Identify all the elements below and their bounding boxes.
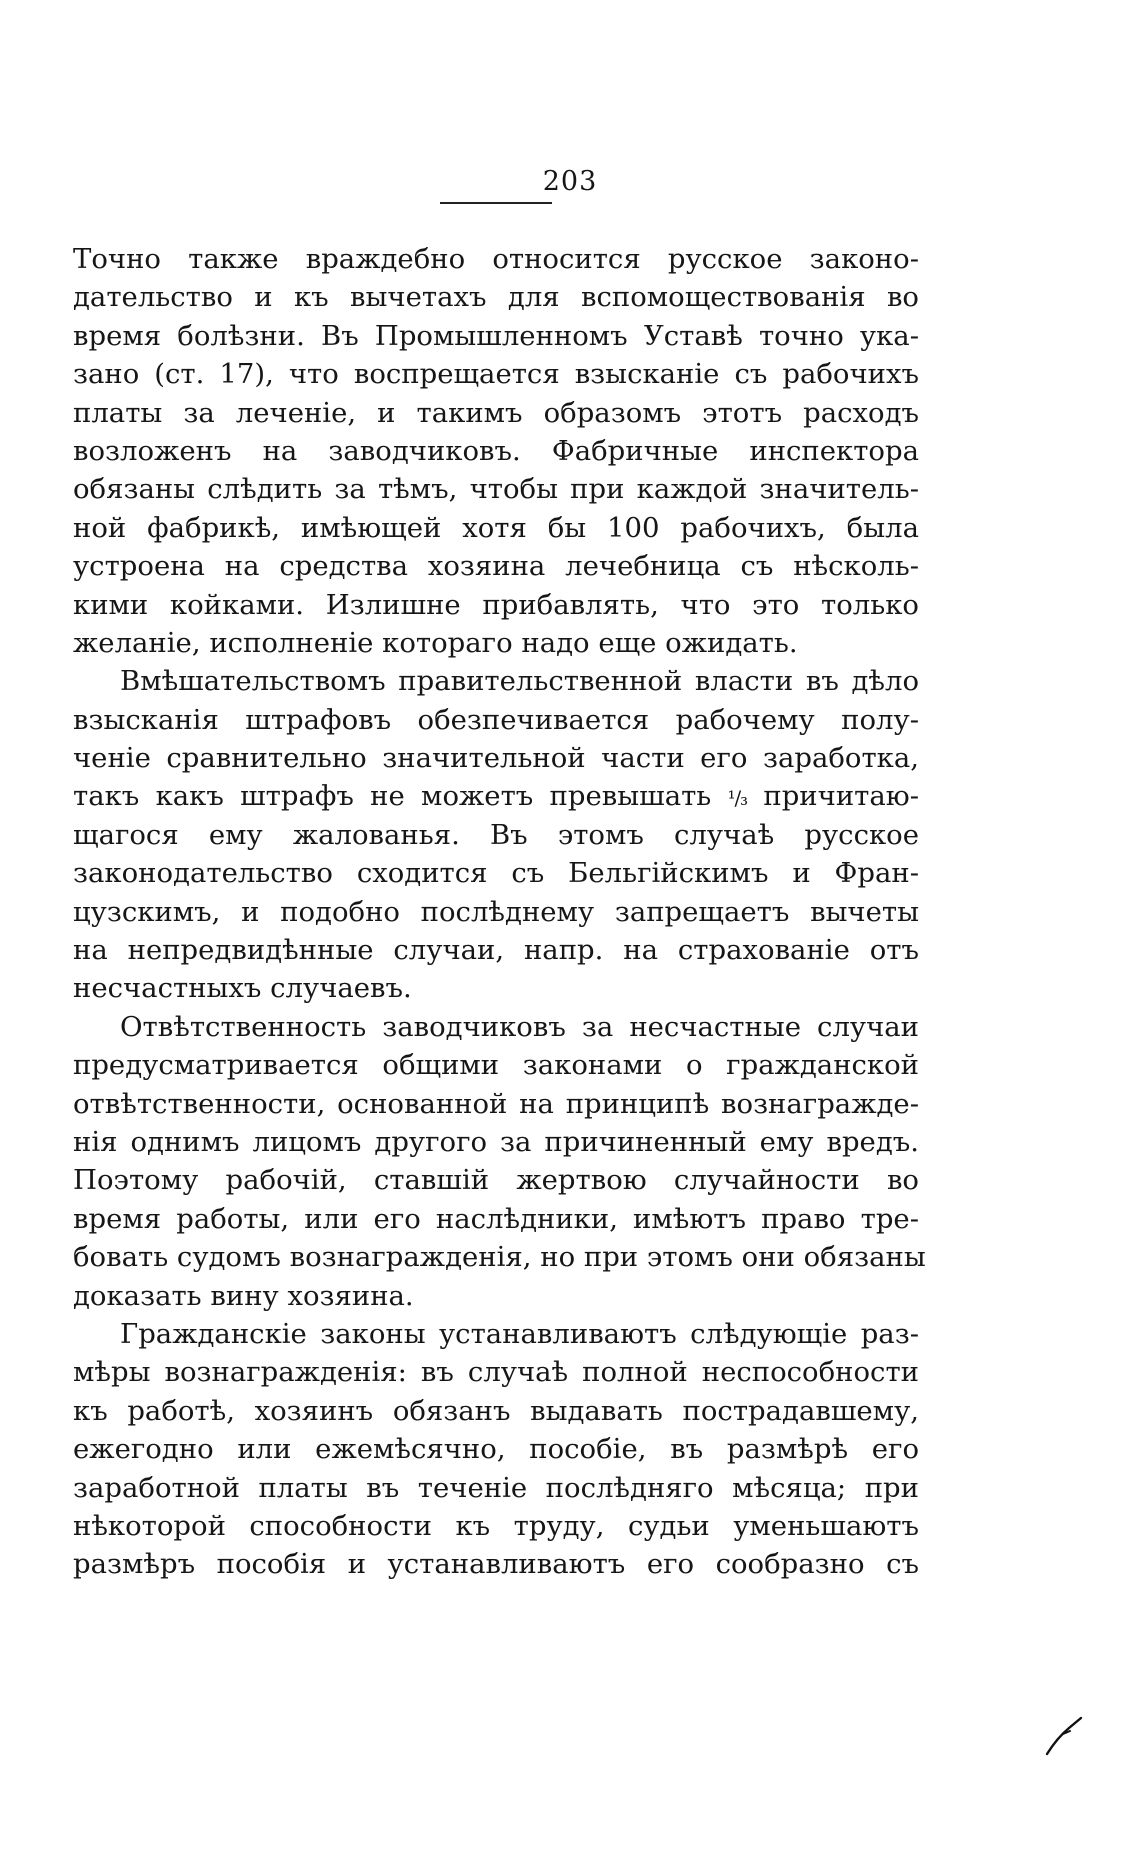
text-line: цузскимъ, и подобно послѣднему запрещаетъ вычеты xyxy=(73,895,919,928)
text-line: Отвѣтственность заводчиковъ за несчастные случаи xyxy=(120,1010,919,1043)
text-line: ченіе сравнительно значительной части его заработка, xyxy=(73,742,919,775)
text-line: нѣкоторой способности къ труду, судьи уменьшаютъ xyxy=(73,1509,919,1542)
text-line: Вмѣшательствомъ правительственной власти въ дѣло xyxy=(120,665,919,698)
text-line: ежегодно или ежемѣсячно, пособіе, въ размѣрѣ его xyxy=(73,1433,919,1466)
text-fragment: причитаю- xyxy=(763,780,919,813)
fraction-one-third: ¹/₃ xyxy=(727,787,748,811)
text-line: размѣръ пособія и устанавливаютъ его сообразно съ xyxy=(73,1548,919,1581)
page-number: 203 xyxy=(542,166,598,197)
text-fragment: такъ какъ штрафъ не можетъ превышать xyxy=(73,780,712,813)
text-line: законодательство сходится съ Бельгійскимъ и Фран- xyxy=(73,857,919,890)
pen-mark-icon xyxy=(1043,1714,1085,1758)
text-line: къ работѣ, хозяинъ обязанъ выдавать пострадавшему, xyxy=(73,1394,919,1427)
text-line: доказать вину хозяина. xyxy=(73,1279,414,1312)
body-text xyxy=(73,240,926,1584)
text-line: дательство и къ вычетахъ для вспомоществованія во xyxy=(73,281,919,314)
text-line: возложенъ на заводчиковъ. Фабричные инспектора xyxy=(73,434,919,467)
text-line: заработной платы въ теченіе послѣдняго мѣсяца; при xyxy=(73,1471,919,1504)
text-line-with-fraction xyxy=(73,777,919,815)
text-line: взысканія штрафовъ обезпечивается рабочему полу- xyxy=(73,703,919,736)
text-line: Гражданскіе законы устанавливаютъ слѣдующіе раз- xyxy=(120,1317,919,1350)
text-line: кими койками. Излишне прибавлять, что это только xyxy=(73,588,919,621)
text-line: щагося ему жалованья. Въ этомъ случаѣ русское xyxy=(73,818,919,851)
text-line: время болѣзни. Въ Промышленномъ Уставѣ точно ука- xyxy=(73,319,919,352)
text-line: время работы, или его наслѣдники, имѣютъ право тре- xyxy=(73,1202,919,1235)
text-line: зано (ст. 17), что воспрещается взысканіе съ рабочихъ xyxy=(73,358,919,391)
text-line: Точно также враждебно относится русское законо- xyxy=(73,243,919,275)
text-line: обязаны слѣдить за тѣмъ, чтобы при каждой значитель- xyxy=(73,473,919,506)
text-line: несчастныхъ случаевъ. xyxy=(73,972,412,1005)
text-line: нія однимъ лицомъ другого за причиненный ему вредъ. xyxy=(73,1125,919,1158)
text-line: мѣры вознагражденія: въ случаѣ полной неспособности xyxy=(73,1356,919,1389)
text-line: предусматривается общими законами о гражданской xyxy=(73,1049,919,1082)
text-line: отвѣтственности, основанной на принципѣ вознагражде- xyxy=(73,1087,919,1120)
text-line: платы за леченіе, и такимъ образомъ этотъ расходъ xyxy=(73,396,919,429)
page-number-rule xyxy=(440,202,552,204)
text-line: желаніе, исполненіе котораго надо еще ожидать. xyxy=(73,626,798,659)
text-line: устроена на средства хозяина лечебница съ нѣсколь- xyxy=(73,550,919,583)
text-line: бовать судомъ вознагражденія, но при этомъ они обязаны xyxy=(73,1241,926,1274)
text-line: на непредвидѣнные случаи, напр. на страхованіе отъ xyxy=(73,934,919,967)
text-line: Поэтому рабочій, ставшій жертвою случайности во xyxy=(73,1164,919,1197)
text-line: ной фабрикѣ, имѣющей хотя бы 100 рабочихъ, была xyxy=(73,511,919,544)
